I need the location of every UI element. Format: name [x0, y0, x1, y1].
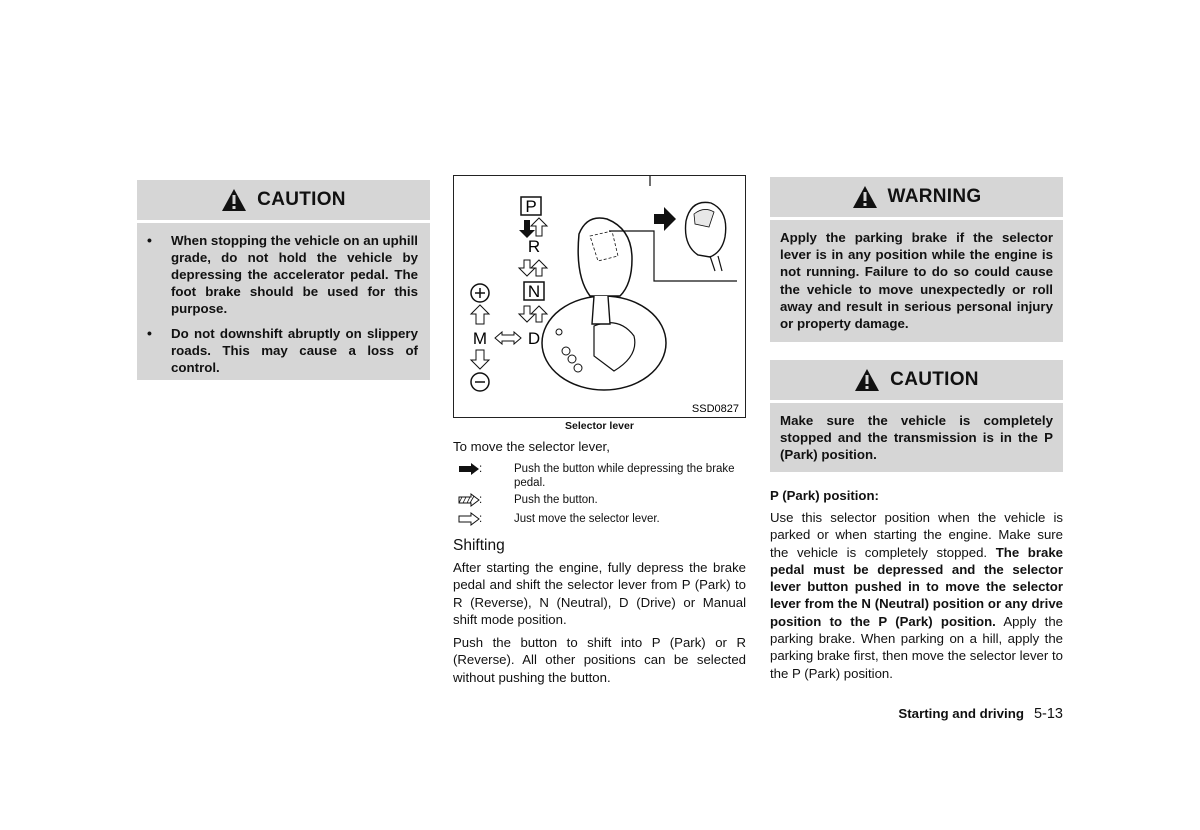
- caution-header: [770, 360, 1063, 400]
- move-intro: To move the selector lever,: [453, 439, 610, 454]
- footer-section: Starting and driving: [898, 706, 1024, 721]
- selector-lever-figure: [453, 175, 746, 418]
- warning-body: Apply the parking brake if the selector lever is in any position while the engine is not running. Failure to do so could cause the vehicle to move unexpectedly or roll away and result in serious personal injury or property damage.: [780, 230, 1053, 332]
- caution-box-right: [770, 360, 1063, 472]
- park-paragraph: [770, 509, 1063, 682]
- position-d-label: D: [527, 329, 541, 348]
- caution-bullet: • Do not downshift abruptly on slippery roads. This may cause a loss of control.: [137, 325, 430, 376]
- page-number: 5-13: [1033, 706, 1063, 722]
- caution-box-left: [137, 180, 430, 380]
- legend-colon: :: [479, 513, 483, 525]
- warning-triangle-icon: [852, 185, 878, 209]
- legend-row: [453, 462, 746, 490]
- up-outline-arrow-icon: [471, 305, 489, 324]
- selector-lever-diagram: [454, 176, 744, 416]
- caution-header: [137, 180, 430, 220]
- legend-colon: :: [479, 463, 483, 475]
- position-r-label: R: [527, 237, 541, 256]
- down-arrow-icon: [519, 220, 535, 238]
- shifting-paragraph: After starting the engine, fully depress the brake pedal and shift the selector lever from P (Park) to R (Reverse), N (Neutral), D (Drive) or Manual shift mode position.: [453, 560, 746, 627]
- legend-text: Push the button.: [514, 494, 598, 506]
- park-text: Use this selector position when the vehicle is parked or when starting the engine. Make sure the vehicle is completely stopped.: [770, 510, 1063, 560]
- legend-row: [453, 512, 746, 526]
- caution-bullet-list: [137, 232, 430, 384]
- caution-title: CAUTION: [257, 189, 346, 210]
- selector-knob: [578, 218, 632, 296]
- caution-title: CAUTION: [890, 369, 979, 390]
- up-hatched-arrow-icon: [531, 260, 547, 276]
- figure-code: SSD0827: [691, 403, 739, 415]
- legend-colon: :: [479, 494, 483, 506]
- divider: [770, 400, 1063, 403]
- legend-text: Just move the selector lever.: [514, 513, 660, 525]
- position-p-label: P: [525, 197, 537, 216]
- caution-body: Make sure the vehicle is completely stopped and the transmission is in the P (Park) position.: [780, 413, 1053, 463]
- park-bold-text: The brake pedal must be depressed and the selector lever button pushed in to move the selector lever from the N (Neutral) position or any drive position to the P (Park) position.: [770, 544, 1063, 629]
- caution-bullet: • When stopping the vehicle on an uphill grade, do not hold the vehicle by depressing the accelerator pedal. The foot brake should be used for this purpose.: [137, 232, 430, 317]
- position-n-label: N: [527, 282, 541, 301]
- mode-m-label: M: [472, 329, 488, 348]
- park-text: Apply the parking brake. When parking on a hill, apply the parking brake first, then move the selector lever to the P (Park) position.: [770, 613, 1063, 681]
- warning-triangle-icon: [854, 368, 880, 392]
- up-outline-arrow-icon: [531, 306, 547, 322]
- page-footer: [820, 706, 1063, 722]
- legend-row: [453, 493, 746, 507]
- warning-title: WARNING: [887, 186, 982, 207]
- left-right-arrow-icon: [495, 332, 521, 344]
- warning-header: [770, 177, 1063, 217]
- divider: [137, 220, 430, 223]
- divider: [770, 217, 1063, 220]
- figure-caption: Selector lever: [565, 420, 634, 432]
- park-heading: P (Park) position:: [770, 488, 879, 503]
- shifting-paragraph: Push the button to shift into P (Park) or R (Reverse). All other positions can be selected without pushing the button.: [453, 635, 746, 685]
- down-outline-arrow-icon: [471, 350, 489, 369]
- warning-box: [770, 177, 1063, 342]
- warning-triangle-icon: [221, 188, 247, 212]
- legend-text: Push the button while depressing the brake pedal.: [514, 463, 735, 489]
- up-hatched-arrow-icon: [531, 218, 547, 236]
- right-arrow-icon: [654, 207, 676, 231]
- shifting-heading: Shifting: [453, 537, 505, 554]
